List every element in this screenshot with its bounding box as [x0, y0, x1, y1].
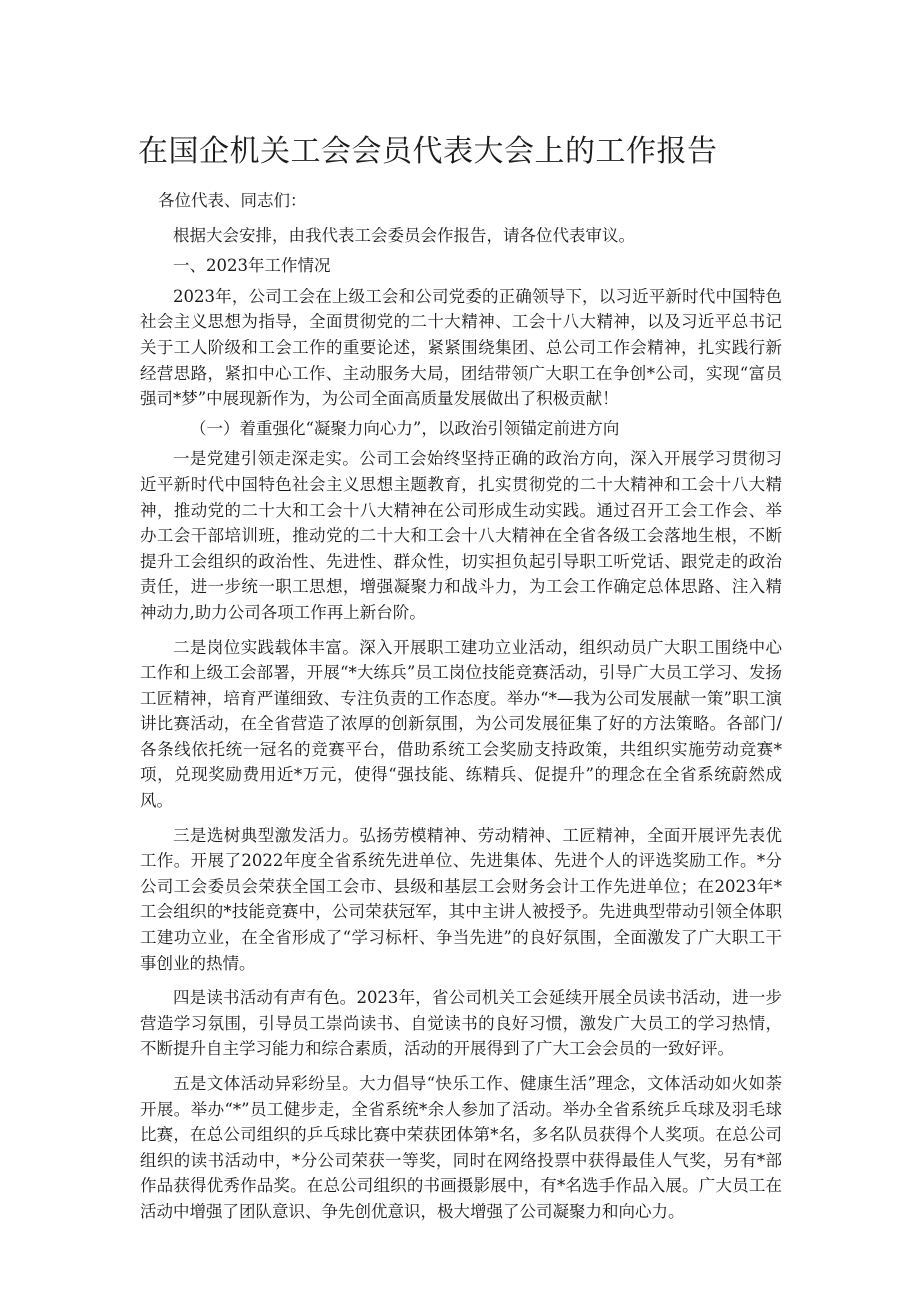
body-paragraph: 二是岗位实践载体丰富。深入开展职工建功立业活动，组织动员广大职工围绕中心工作和上级工会部署，开展“*大练兵”员工岗位技能竞赛活动，引导广大员工学习、发扬工匠精神，培育严谨细致、专注负责的工作态度。举办“*—我为公司发展献一策”职工演讲比赛活动，在全省营造了浓厚的创新氛围，为公司发展征集了好的方法策略。各部门/各条线依托统一冠名的竞赛平台，借助系统工会奖励支持政策，共组织实施劳动竞赛*项，兑现奖励费用近*万元，使得“强技能、练精兵、促提升”的理念在全省系统蔚然成风。	[140, 637, 782, 811]
body-paragraph: 三是选树典型激发活力。弘扬劳模精神、劳动精神、工匠精神，全面开展评先表优工作。开展了2022年度全省系统先进单位、先进集体、先进个人的评选奖励工作。*分公司工会委员会荣获全国工会市、县级和基层工会财务会计工作先进单位；在2023年*工会组织的*技能竞赛中，公司荣获冠军，其中主讲人被授予。先进典型带动引领全体职工建功立业，在全省形成了“学习标杆、争当先进”的良好氛围，全面激发了广大职工干事创业的热情。	[140, 825, 782, 973]
document-title: 在国企机关工会会员代表大会上的工作报告	[138, 134, 718, 169]
subsection-heading: （一）着重强化“凝聚力向心力”，以政治引领锚定前进方向	[190, 418, 620, 438]
overview-paragraph: 2023年，公司工会在上级工会和公司党委的正确领导下，以习近平新时代中国特色社会主义思想为指导，全面贯彻党的二十大精神、工会十八大精神，以及习近平总书记关于工人阶级和工会工作的重要论述，紧紧围绕集团、总公司工作会精神，扎实践行新经营思路，紧扣中心工作、主动服务大局，团结带领广大职工在争创*公司，实现“富员强司*梦”中展现新作为，为公司全面高质量发展做出了积极贡献！	[140, 286, 782, 409]
body-paragraph: 四是读书活动有声有色。2023年，省公司机关工会延续开展全员读书活动，进一步营造学习氛围，引导员工崇尚读书、自觉读书的良好习惯，激发广大员工的学习热情，不断提升自主学习能力和综合素质，活动的开展得到了广大工会会员的一致好评。	[140, 988, 782, 1059]
salutation: 各位代表、同志们：	[158, 191, 307, 210]
document-body	[140, 188, 782, 1225]
body-paragraph: 一是党建引领走深走实。公司工会始终坚持正确的政治方向，深入开展学习贯彻习近平新时代中国特色社会主义思想主题教育，扎实贯彻党的二十大精神和工会十八大精神，推动党的二十大和工会十八大精神在公司形成生动实践。通过召开工会工作会、举办工会干部培训班，推动党的二十大和工会十八大精神在全省各级工会落地生根，不断提升工会组织的政治性、先进性、群众性，切实担负起引导职工听党话、跟党走的政治责任，进一步统一职工思想，增强凝聚力和战斗力，为工会工作确定总体思路、注入精神动力,助力公司各项工作再上新台阶。	[140, 449, 782, 622]
intro-paragraph: 根据大会安排，由我代表工会委员会作报告，请各位代表审议。	[173, 225, 635, 245]
body-paragraph: 五是文体活动异彩纷呈。大力倡导“快乐工作、健康生活”理念，文体活动如火如荼开展。举办“*”员工健步走，全省系统*余人参加了活动。举办全省系统乒乓球及羽毛球比赛，在总公司组织的乒乓球比赛中荣获团体第*名，多名队员获得个人奖项。在总公司组织的读书活动中，*分公司荣获一等奖，同时在网络投票中获得最佳人气奖，另有*部作品获得优秀作品奖。在总公司组织的书画摄影展中，有*名选手作品入展。广大员工在活动中增强了团队意识、争先创优意识，极大增强了公司凝聚力和向心力。	[140, 1074, 782, 1221]
section-heading: 一、2023年工作情况	[173, 256, 331, 276]
